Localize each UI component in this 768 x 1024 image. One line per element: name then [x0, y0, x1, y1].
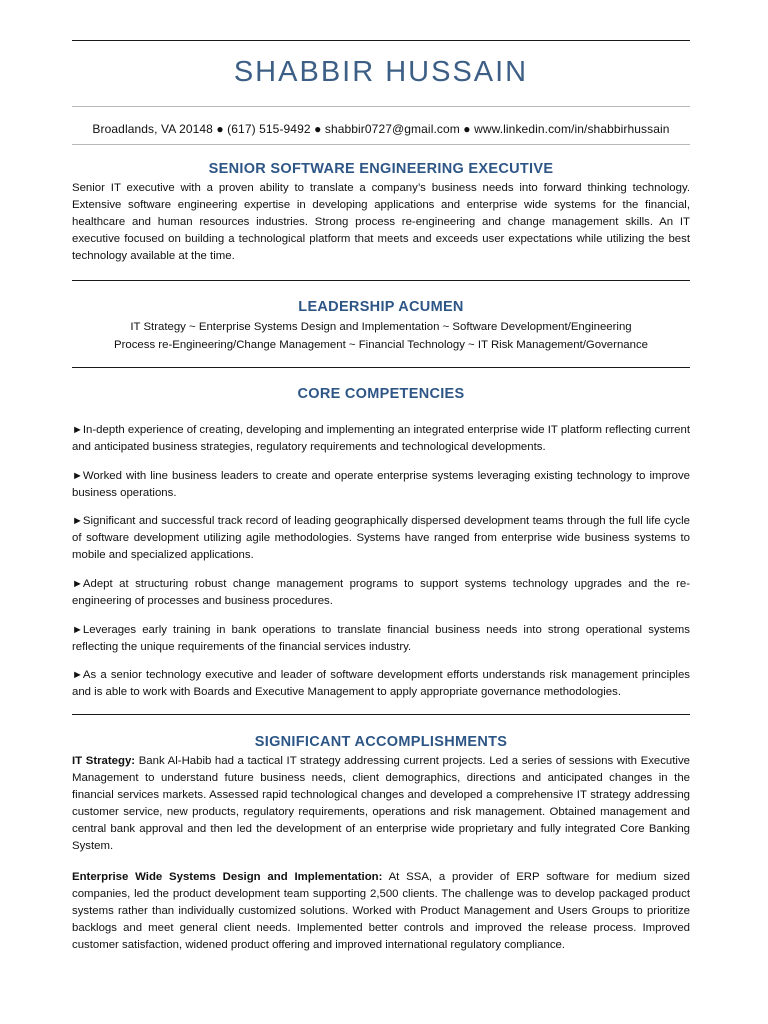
- section-rule: [72, 714, 690, 715]
- summary-text: Senior IT executive with a proven ability to translate a company’s business needs into forward thinking technology. Extensive software engineering expertise in developing applications and enterprise wide systems for the financial, healthcare and human resources industries. Strong process re-engineering and change management skills. An IT executive focused on building a technological platform that meets and exceeds user expectations while utilizing the best technology available at the time.: [72, 182, 690, 262]
- accomplishment-item: [72, 753, 690, 855]
- summary-heading: SENIOR SOFTWARE ENGINEERING EXECUTIVE: [208, 161, 554, 177]
- bullet-arrow-icon: ►: [72, 424, 83, 436]
- bullet-arrow-icon: ►: [72, 515, 83, 527]
- accomplishment-text: Bank Al-Habib had a tactical IT strategy addressing current projects. Led a series of sessions with Executive Management to understand future business needs, client demographics, directions and anticipated changes in the financial services markets. Assessed rapid technological changes and developed a comprehensive IT strategy addressing customer service, new products, regulatory requirements, operations and risk management. Obtained management and central bank approval and then led the development of an enterprise wide proprietary and fully integrated Core Banking System.: [72, 755, 690, 852]
- competency-text: Worked with line business leaders to create and operate enterprise systems leveraging existing technology to improve business operations.: [72, 470, 690, 499]
- competencies-heading: CORE COMPETENCIES: [297, 386, 465, 402]
- leadership-line-2: Process re-Engineering/Change Management ~ Financial Technology ~ IT Risk Management/Governance: [114, 339, 648, 351]
- leadership-line-1: IT Strategy ~ Enterprise Systems Design and Implementation ~ Software Development/Engineering: [130, 321, 632, 333]
- competency-item: [72, 422, 690, 456]
- accomplishment-title: Enterprise Wide Systems Design and Implementation:: [72, 871, 383, 883]
- bullet-arrow-icon: ►: [72, 669, 83, 681]
- section-rule: [72, 280, 690, 281]
- section-rule: [72, 367, 690, 368]
- accomplishment-text: At SSA, a provider of ERP software for medium sized companies, led the product development team supporting 2,500 clients. The challenge was to develop packaged product systems rather than individually customized solutions. Worked with Product Management and Users Groups to prioritize backlogs and meet general client needs. Implemented better controls and improved the release process. Improved customer satisfaction, widened product offering and improved international regulatory compliance.: [72, 871, 690, 951]
- contact-line: Broadlands, VA 20148 ● (617) 515-9492 ● shabbir0727@gmail.com ● www.linkedin.com/in/shabbirhussain: [92, 122, 670, 136]
- competency-text: As a senior technology executive and leader of software development efforts understands risk management principles and is able to work with Boards and Executive Management to apply appropriate governance methodologies.: [72, 669, 690, 698]
- competency-text: Leverages early training in bank operations to translate financial business needs into strong operational systems reflecting the unique requirements of the financial services industry.: [72, 624, 690, 653]
- competency-item: [72, 576, 690, 610]
- bullet-arrow-icon: ►: [72, 624, 83, 636]
- competency-text: Adept at structuring robust change management programs to support systems technology upgrades and the re-engineering of processes and business procedures.: [72, 578, 690, 607]
- top-rule: [72, 40, 690, 41]
- accomplishment-title: IT Strategy:: [72, 755, 136, 767]
- contact-rule: [72, 144, 690, 145]
- competency-item: [72, 468, 690, 502]
- competency-text: Significant and successful track record of leading geographically dispersed development teams through the full life cycle of software development utilizing agile methodologies. Systems have ranged from enterprise wide business systems to mobile and specialized applications.: [72, 515, 690, 561]
- competency-item: [72, 513, 690, 564]
- leadership-heading: LEADERSHIP ACUMEN: [298, 299, 464, 315]
- name-rule: [72, 106, 690, 107]
- bullet-arrow-icon: ►: [72, 470, 83, 482]
- accomplishment-item: [72, 869, 690, 954]
- accomplishments-heading: SIGNIFICANT ACCOMPLISHMENTS: [254, 734, 508, 750]
- competency-item: [72, 622, 690, 656]
- bullet-arrow-icon: ►: [72, 578, 83, 590]
- competency-text: In-depth experience of creating, developing and implementing an integrated enterprise wide IT platform reflecting current and anticipated business strategies, regulatory requirements and technological developments.: [72, 424, 690, 453]
- candidate-name: SHABBIR HUSSAIN: [233, 56, 529, 88]
- competency-item: [72, 667, 690, 701]
